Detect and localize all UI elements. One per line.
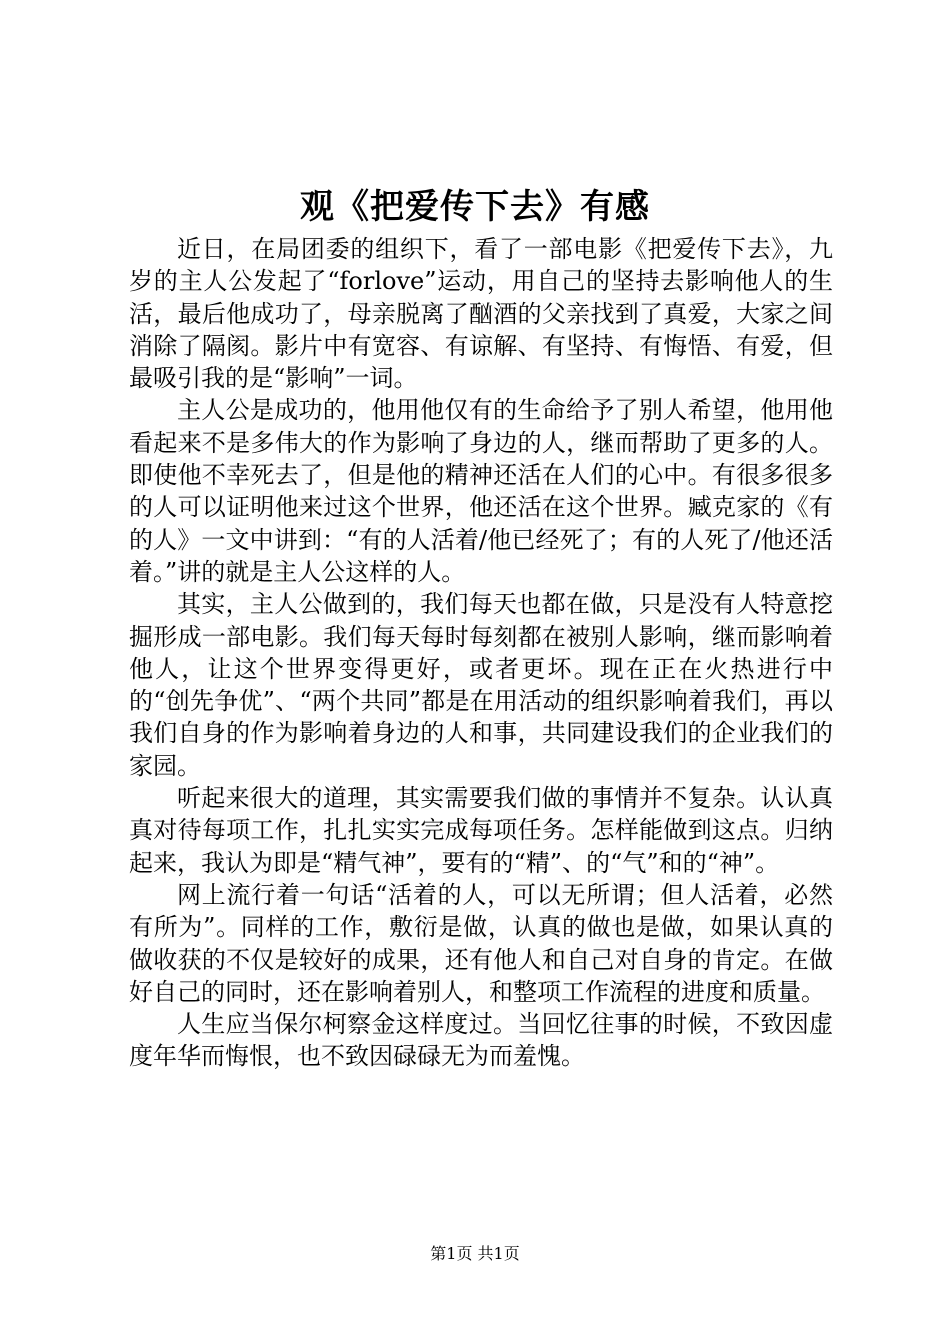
page-footer: 第1页 共1页 — [430, 1244, 520, 1263]
document-body — [129, 233, 833, 1073]
paragraph-3: 其实，主人公做到的，我们每天也都在做，只是没有人特意挖掘形成一部电影。我们每天每时每刻都在被别人影响，继而影响着他人，让这个世界变得更好，或者更坏。现在正在火热进行中的“创先争优”、“两个共同”都是在用活动的组织影响着我们，再以我们自身的作为影响着身边的人和事，共同建设我们的企业我们的家园。 — [129, 590, 833, 780]
paragraph-4: 听起来很大的道理，其实需要我们做的事情并不复杂。认认真真对待每项工作，扎扎实实完成每项任务。怎样能做到这点。归纳起来，我认为即是“精气神”，要有的“精”、的“气”和的“神”。 — [129, 784, 833, 877]
paragraph-5: 网上流行着一句话“活着的人，可以无所谓；但人活着，必然有所为”。同样的工作，敷衍是做，认真的做也是做，如果认真的做收获的不仅是较好的成果，还有他人和自己对自身的肯定。在做好自己的同时，还在影响着别人，和整项工作流程的进度和质量。 — [129, 880, 833, 1006]
document-title: 观《把爱传下去》有感 — [300, 187, 650, 227]
paragraph-2: 主人公是成功的，他用他仅有的生命给予了别人希望，他用他看起来不是多伟大的作为影响了身边的人，继而帮助了更多的人。即使他不幸死去了，但是他的精神还活在人们的心中。有很多很多的人可以证明他来过这个世界，他还活在这个世界。臧克家的《有的人》一文中讲到：“有的人活着/他已经死了；有的人死了/他还活着。”讲的就是主人公这样的人。 — [129, 396, 833, 586]
paragraph-1: 近日，在局团委的组织下，看了一部电影《把爱传下去》，九岁的主人公发起了“forlove”运动，用自己的坚持去影响他人的生活，最后他成功了，母亲脱离了酗酒的父亲找到了真爱，大家之间消除了隔阂。影片中有宽容、有谅解、有坚持、有悔悟、有爱，但最吸引我的是“影响”一词。 — [129, 235, 833, 393]
paragraph-6: 人生应当保尔柯察金这样度过。当回忆往事的时候，不致因虚度年华而悔恨，也不致因碌碌无为而羞愧。 — [129, 1010, 833, 1071]
